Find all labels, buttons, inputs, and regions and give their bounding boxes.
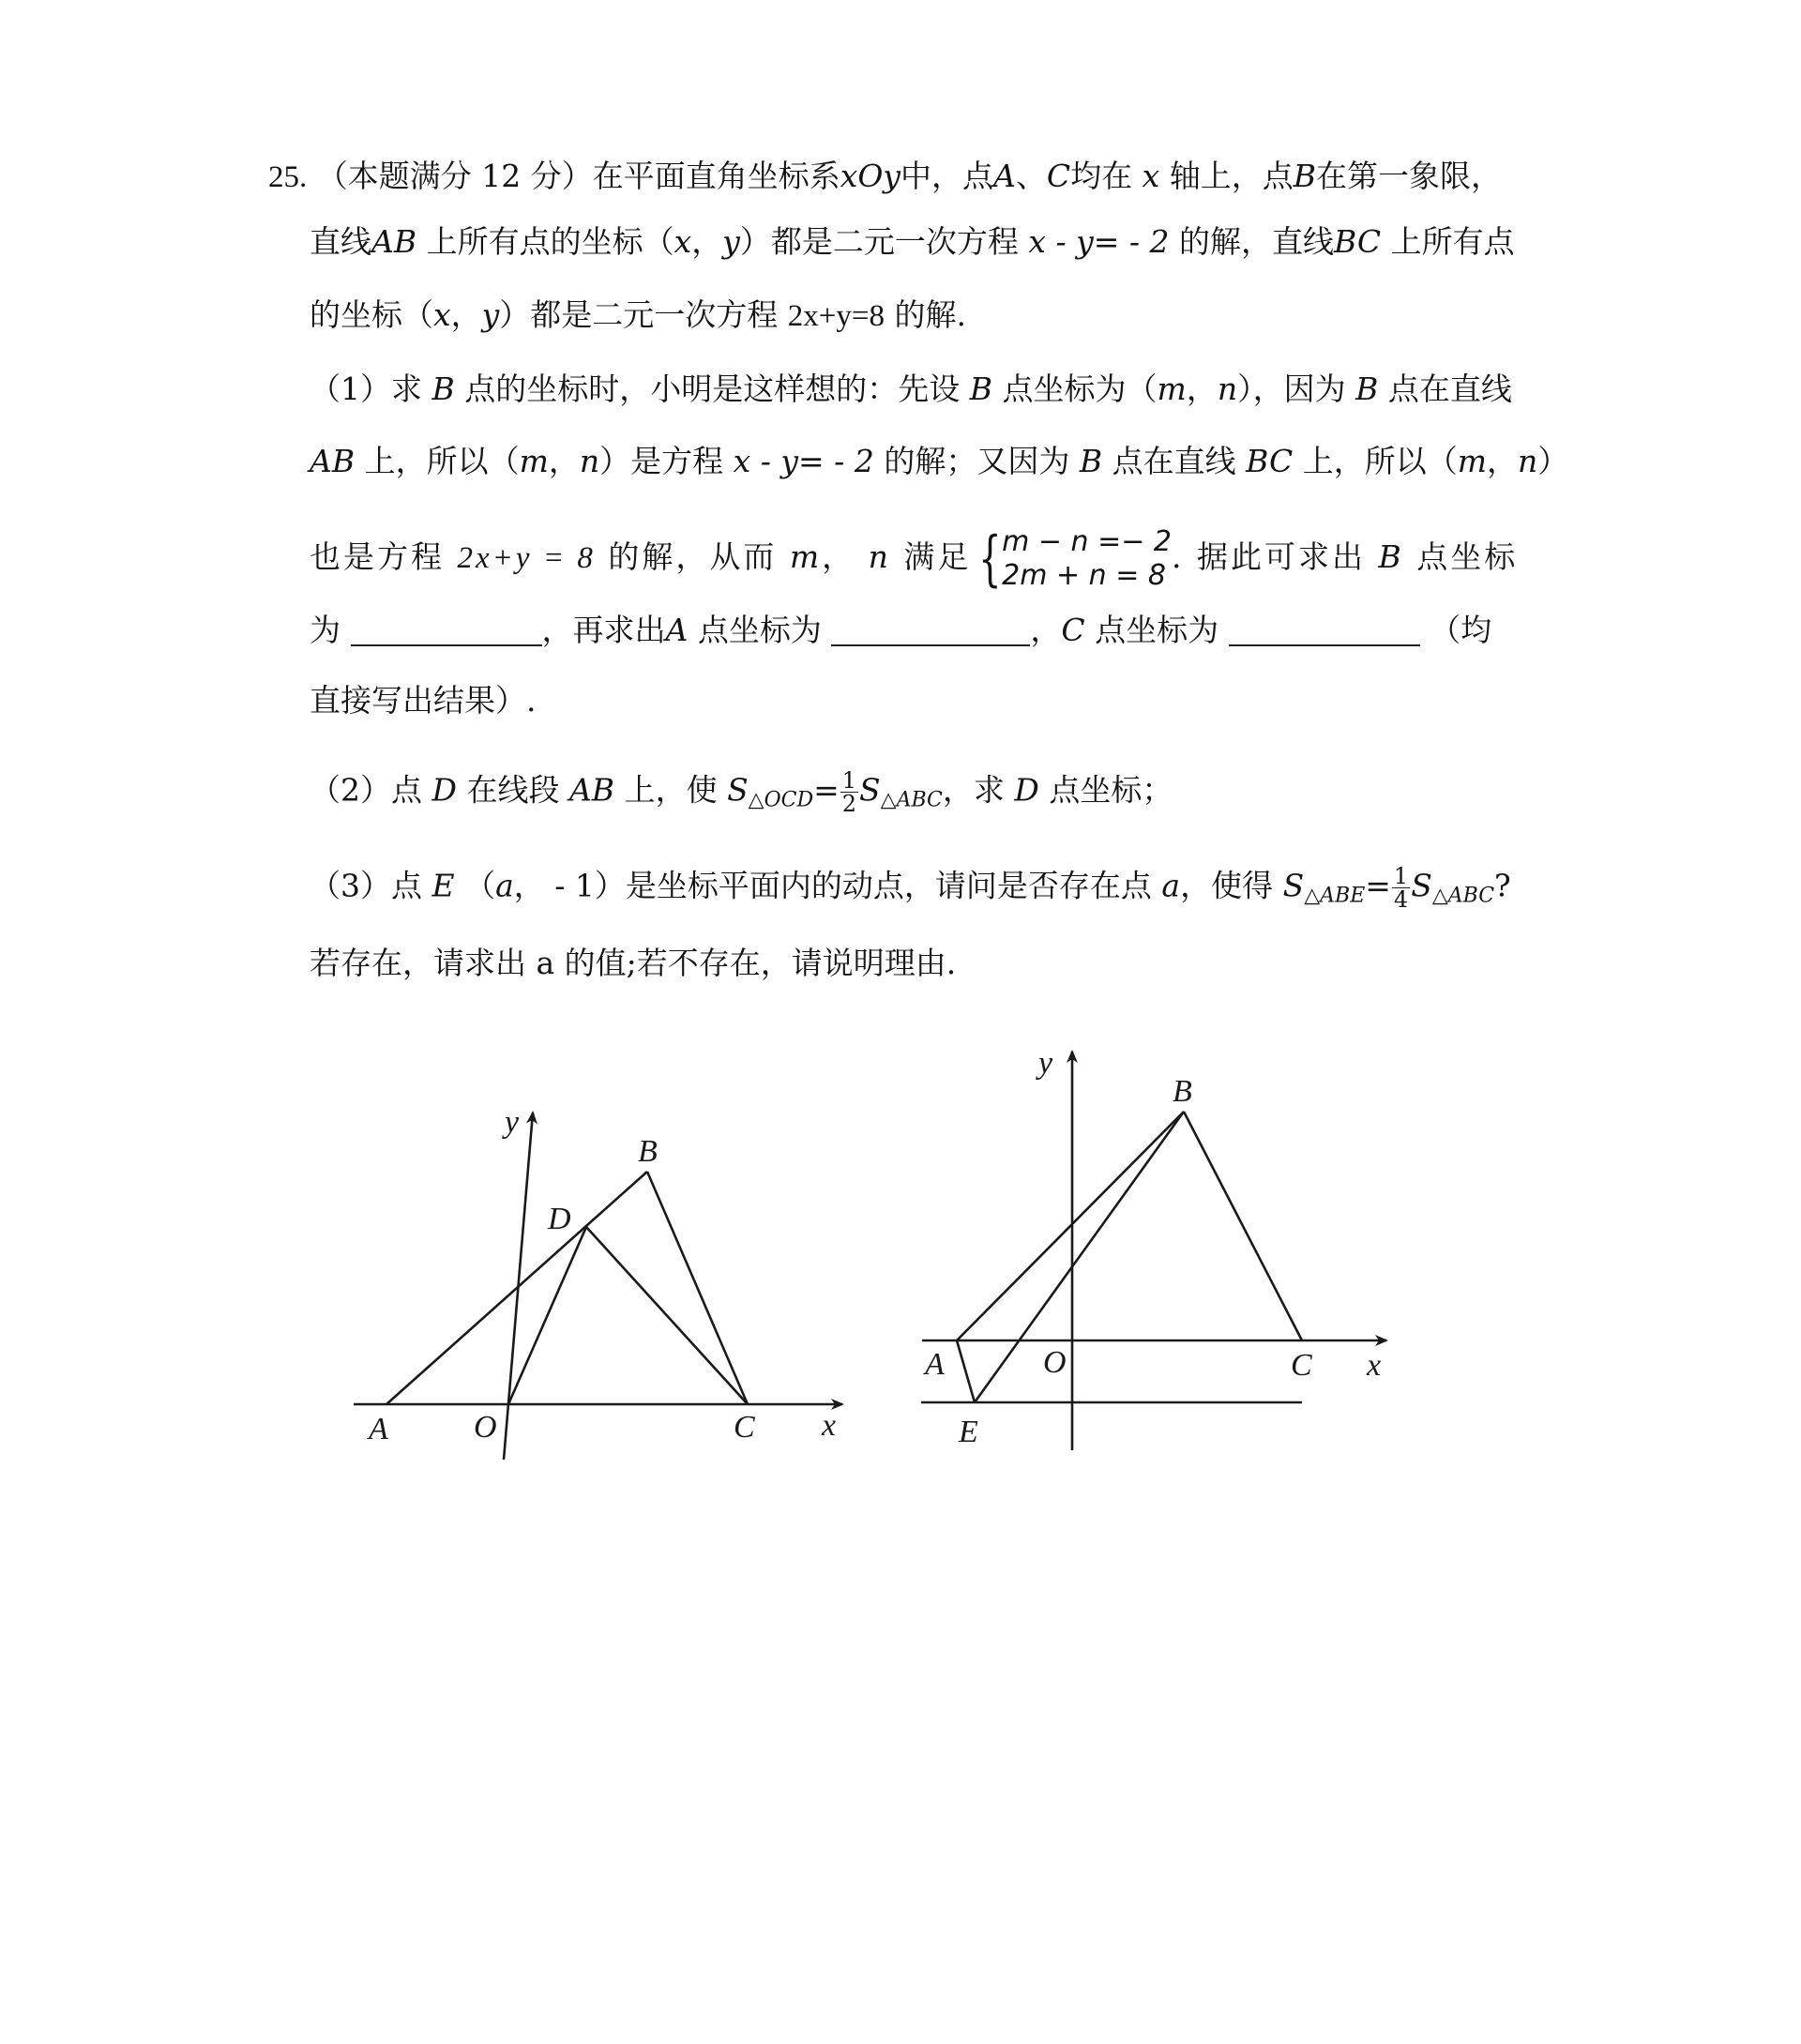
fig2-segment-bc	[1184, 1112, 1302, 1340]
fig1-label-c: C	[734, 1410, 755, 1445]
fig1-label-y: y	[505, 1105, 520, 1140]
fig1-label-x: x	[822, 1408, 837, 1443]
fig2-label-b: B	[1173, 1074, 1192, 1109]
system-equation-2: 2m + n = 8	[1002, 559, 1166, 592]
part1-line-4: 为 ，再求出A 点坐标为 ，C 点坐标为 （均	[310, 612, 1492, 648]
figure-2-labels	[923, 1046, 1381, 1449]
problem-number: 25.	[268, 160, 308, 194]
figure-1-labels	[367, 1105, 836, 1446]
fig1-label-a: A	[369, 1412, 388, 1446]
fig1-segment-dc	[586, 1227, 748, 1404]
fig2-segment-ae	[957, 1340, 975, 1402]
part1-line-1: （1）求 B 点的坐标时，小明是这样想的：先设 B 点坐标为（m，n），因为 B 点在直线	[310, 371, 1512, 407]
fraction-one-quarter: $\frac{1}{4}$	[1393, 863, 1409, 913]
part2-line: （2）点 D 在线段 AB 上，使 $S_{\triangle OCD}=$ $\frac{1}{2}$ $S_{\triangle ABC}$，求 D 点坐标；	[310, 767, 1173, 817]
system-equation-1: m − n =− 2	[1002, 525, 1173, 558]
problem-line-1: 25. （本题满分 12 分）在平面直角坐标系xOy中，点A、C均在 x 轴上，点B在第一象限，	[268, 158, 1503, 194]
left-brace-icon: {	[978, 524, 1002, 594]
part3-line-1: （3）点 E （a， - 1）是坐标平面内的动点，请问是否存在点 a，使得 $S_{\triangle ABE}=$ $\frac{1}{4}$ $S_{\triangle ABC}$?	[310, 863, 1511, 913]
part1-line-3: 也是方程 2x+y = 8 的解，从而 m， n 满足 { m − n =− 2 2m + n = 8 . 据此可求出 B 点坐标	[310, 524, 1519, 594]
fig2-segment-ab	[957, 1112, 1184, 1340]
fig1-segment-bc	[647, 1172, 748, 1404]
fig1-label-d: D	[548, 1202, 571, 1236]
fig2-label-x: x	[1367, 1348, 1382, 1383]
part3-line-2: 若存在，请求出 a 的值;若不存在，请说明理由.	[310, 945, 957, 981]
figure-2	[921, 1052, 1386, 1450]
fraction-one-half: $\frac{1}{2}$	[841, 767, 857, 817]
part1-line-5: 直接写出结果）.	[310, 682, 537, 719]
problem-line-3: 的坐标（x，y）都是二元一次方程 2x+y=8 的解.	[310, 296, 967, 333]
fig2-label-o: O	[1043, 1345, 1067, 1380]
part1-line-2: AB 上，所以（m，n）是方程 x - y= - 2 的解；又因为 B 点在直线 BC 上，所以（m，n）	[310, 443, 1569, 479]
fig2-label-e: E	[959, 1415, 978, 1449]
fig2-segment-be	[975, 1112, 1184, 1402]
fig1-label-b: B	[638, 1134, 658, 1169]
fig1-segment-ab	[386, 1172, 647, 1404]
fig2-label-c: C	[1291, 1348, 1312, 1383]
figure-1	[354, 1113, 842, 1460]
fig2-label-a: A	[925, 1347, 945, 1382]
fig1-label-o: O	[474, 1410, 497, 1445]
problem-line-2: 直线AB 上所有点的坐标（x，y）都是二元一次方程 x - y= - 2 的解，直线BC 上所有点	[310, 223, 1515, 260]
fig2-label-y: y	[1038, 1046, 1053, 1081]
